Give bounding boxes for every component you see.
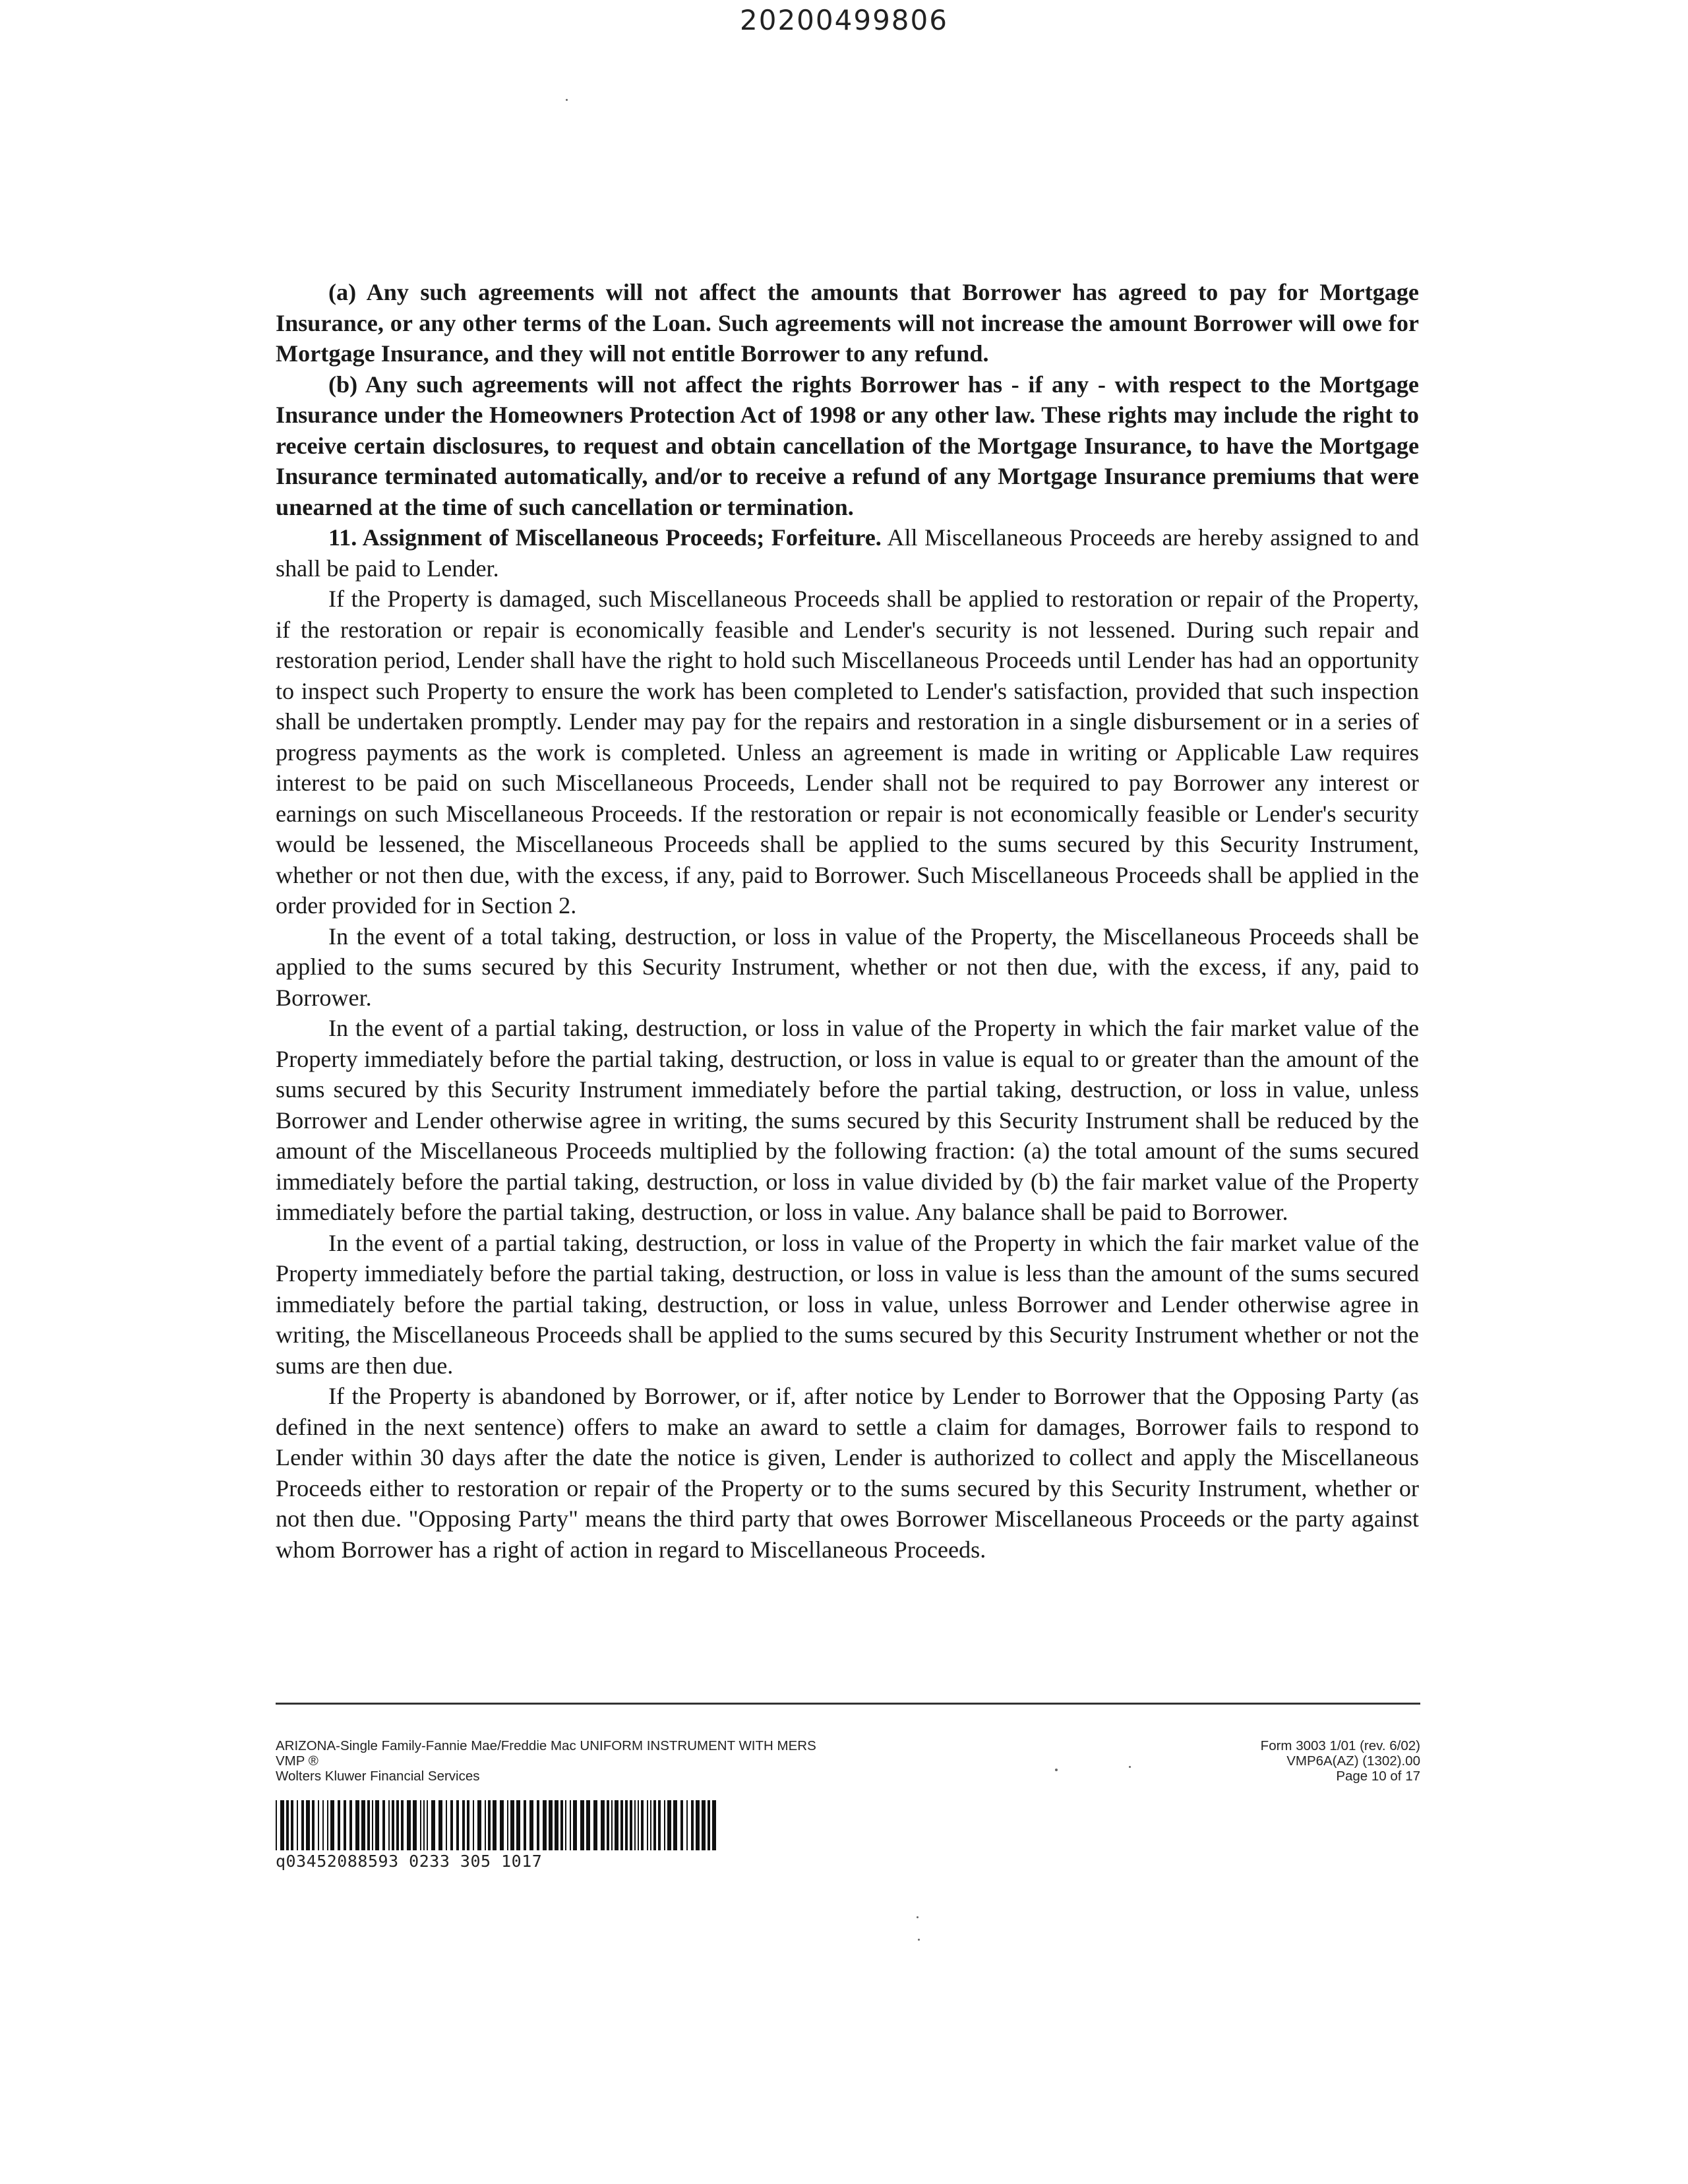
paragraph-b: (b) Any such agreements will not affect the rights Borrower has - if any - with respect to the Mortgage Insurance under the Homeowners Protection Act of 1998 or any other law. These rights may include the right to receive certain disclosures, to request and obtain cancellation of the Mortgage Insurance, to have the Mortgage Insurance terminated automatically, and/or to receive a refund of any Mortgage Insurance premiums that were unearned at the time of such cancellation or termination.	[276, 371, 1419, 520]
barcode-bar	[664, 1800, 665, 1850]
barcode-bar	[691, 1800, 694, 1850]
barcode-bar	[680, 1800, 683, 1850]
barcode-bar	[638, 1800, 639, 1850]
barcode-bar	[570, 1800, 571, 1850]
barcode-bar	[396, 1800, 399, 1850]
scan-speck	[917, 1916, 919, 1918]
barcode-bar	[708, 1800, 710, 1850]
barcode-bar	[280, 1800, 284, 1850]
barcode-bar	[510, 1800, 514, 1850]
paragraph-partial-taking-less: In the event of a partial taking, destruction, or loss in value of the Property in which the fair market value of the Property immediately before the partial taking, destruction, or loss in value is less than the amount of the sums secured immediately before the partial taking, destruction, or loss in value, unless Borrower and Lender otherwise agree in writing, the Miscellaneous Proceeds shall be applied to the sums secured by this Security Instrument whether or not the sums are then due.	[276, 1229, 1419, 1379]
barcode-bar	[658, 1800, 661, 1850]
barcode-bar	[493, 1800, 497, 1850]
section-11-heading: 11. Assignment of Miscellaneous Proceeds; Forfeiture.	[328, 524, 882, 551]
barcode-bar	[456, 1800, 459, 1850]
barcode-bar	[349, 1800, 352, 1850]
barcode-bar	[291, 1800, 293, 1850]
barcode-bar	[276, 1800, 277, 1850]
document-body	[276, 277, 1419, 1565]
footer-form-number	[1025, 1738, 1420, 1784]
barcode-bar	[580, 1800, 584, 1850]
paragraph-total-taking: In the event of a total taking, destruction, or loss in value of the Property, the Miscellaneous Proceeds shall be applied to the sums secured by this Security Instrument, whether or not then due, with the excess, if any, paid to Borrower.	[276, 923, 1419, 1011]
barcode-bar	[322, 1800, 324, 1850]
barcode-bar	[312, 1800, 315, 1850]
barcode-bar	[673, 1800, 677, 1850]
footer-divider	[276, 1703, 1420, 1705]
barcode-bar	[537, 1800, 539, 1850]
footer-publisher: Wolters Kluwer Financial Services	[276, 1769, 480, 1784]
barcode-bar	[446, 1800, 447, 1850]
barcode-number: q03452088593 0233 305 1017	[276, 1852, 543, 1871]
barcode-bar	[327, 1800, 328, 1850]
barcode-bar	[306, 1800, 310, 1850]
barcode-bar	[653, 1800, 656, 1850]
barcode-bar	[338, 1800, 340, 1850]
barcode-bar	[388, 1800, 390, 1850]
paragraph-property-damaged: If the Property is damaged, such Miscellaneous Proceeds shall be applied to restoration or repair of the Property, if the restoration or repair is economically feasible and Lender's security is not lessened. During such repair and restoration period, Lender shall have the right to hold such Miscellaneous Proceeds until Lender has had an opportunity to inspect such Property to ensure the work has been completed to Lender's satisfaction, provided that such inspection shall be undertaken promptly. Lender may pay for the repairs and restoration in a single disbursement or in a series of progress payments as the work is completed. Unless an agreement is made in writing or Applicable Law requires interest to be paid on such Miscellaneous Proceeds, Lender shall not be required to pay Borrower any interest or earnings on such Miscellaneous Proceeds. If the restoration or repair is not economically feasible or Lender's security would be lessened, the Miscellaneous Proceeds shall be applied to the sums secured by this Security Instrument, whether or not then due, with the excess, if any, paid to Borrower. Such Miscellaneous Proceeds shall be applied in the order provided for in Section 2.	[276, 586, 1419, 919]
barcode-bar	[372, 1800, 373, 1850]
barcode-bar	[462, 1800, 465, 1850]
barcode-bar	[423, 1800, 425, 1850]
barcode-bar	[330, 1800, 334, 1850]
barcode-bar	[473, 1800, 474, 1850]
footer-form-info	[276, 1738, 1001, 1784]
barcode-bar	[630, 1800, 632, 1850]
barcode-bar	[647, 1800, 648, 1850]
barcode	[276, 1800, 724, 1850]
barcode-bar	[344, 1800, 346, 1850]
barcode-bar	[686, 1800, 688, 1850]
paragraph-a: (a) Any such agreements will not affect the amounts that Borrower has agreed to pay for Mortgage Insurance, or any other terms of the Loan. Such agreements will not increase the amount Borrower will owe for Mortgage Insurance, and they will not entitle Borrower to any refund.	[276, 279, 1419, 367]
paragraph-property-abandoned: If the Property is abandoned by Borrower, or if, after notice by Lender to Borrower that the Opposing Party (as defined in the next sentence) offers to make an award to settle a claim for damages, Borrower fails to respond to Lender within 30 days after the date the notice is given, Lender is authorized to collect and apply the Miscellaneous Proceeds either to restoration or repair of the Property or to the sums secured by this Security Instrument, whether or not then due. "Opposing Party" means the third party that owes Borrower Miscellaneous Proceeds or the party against whom Borrower has a right of action in regard to Miscellaneous Proceeds.	[276, 1383, 1419, 1563]
barcode-bar	[543, 1800, 547, 1850]
barcode-bar	[477, 1800, 481, 1850]
barcode-bar	[318, 1800, 319, 1850]
barcode-bar	[401, 1800, 404, 1850]
barcode-bar	[620, 1800, 623, 1850]
barcode-bar	[367, 1800, 370, 1850]
barcode-bar	[524, 1800, 526, 1850]
barcode-bar	[413, 1800, 417, 1850]
barcode-bar	[488, 1800, 491, 1850]
barcode-bar	[507, 1800, 508, 1850]
barcode-bar	[286, 1800, 289, 1850]
barcode-bar	[485, 1800, 486, 1850]
barcode-bar	[355, 1800, 359, 1850]
barcode-bar	[301, 1800, 304, 1850]
footer-form-id: Form 3003 1/01 (rev. 6/02)	[1260, 1738, 1420, 1753]
barcode-bar	[375, 1800, 379, 1850]
barcode-bar	[625, 1800, 628, 1850]
barcode-bar	[361, 1800, 365, 1850]
barcode-bar	[611, 1800, 613, 1850]
barcode-bar	[607, 1800, 609, 1850]
barcode-bar	[420, 1800, 421, 1850]
barcode-bar	[712, 1800, 716, 1850]
barcode-bar	[407, 1800, 411, 1850]
scan-speck	[918, 1939, 920, 1941]
barcode-bar	[560, 1800, 563, 1850]
paragraph-partial-taking-greater: In the event of a partial taking, destruction, or loss in value of the Property in which the fair market value of the Property immediately before the partial taking, destruction, or loss in value is equal to or greater than the amount of the sums secured by this Security Instrument immediately before the partial taking, destruction, or loss in value, unless Borrower and Lender otherwise agree in writing, the sums secured by this Security Instrument shall be reduced by the amount of the Miscellaneous Proceeds multiplied by the following fraction: (a) the total amount of the sums secured immediately before the partial taking, destruction, or loss in value divided by (b) the fair market value of the Property immediately before the partial taking, destruction, or loss in value. Any balance shall be paid to Borrower.	[276, 1015, 1419, 1225]
scan-speck	[566, 99, 568, 101]
document-number: 20200499806	[740, 4, 948, 36]
barcode-bar	[641, 1800, 644, 1850]
barcode-bar	[573, 1800, 577, 1850]
barcode-bar	[382, 1800, 385, 1850]
footer-page-number: Page 10 of 17	[1336, 1769, 1420, 1784]
barcode-bar	[500, 1800, 504, 1850]
barcode-bar	[586, 1800, 590, 1850]
barcode-bar	[427, 1800, 428, 1850]
barcode-bar	[297, 1800, 298, 1850]
barcode-bar	[431, 1800, 435, 1850]
barcode-bar	[438, 1800, 442, 1850]
barcode-bar	[601, 1800, 605, 1850]
barcode-bar	[634, 1800, 636, 1850]
barcode-bar	[555, 1800, 558, 1850]
barcode-bar	[667, 1800, 671, 1850]
section-11	[276, 522, 1419, 584]
barcode-bar	[650, 1800, 651, 1850]
barcode-bar	[565, 1800, 566, 1850]
footer-vmp-code: VMP6A(AZ) (1302).00	[1286, 1753, 1420, 1769]
barcode-bar	[549, 1800, 553, 1850]
section-11-text: All Miscellaneous Proceeds are hereby assigned to and shall be paid to Lender.	[276, 524, 1419, 582]
footer-instrument-title: ARIZONA-Single Family-Fannie Mae/Freddie Mac UNIFORM INSTRUMENT WITH MERS	[276, 1738, 816, 1753]
barcode-bar	[702, 1800, 706, 1850]
barcode-bar	[516, 1800, 520, 1850]
barcode-bar	[392, 1800, 394, 1850]
barcode-bar	[450, 1800, 453, 1850]
barcode-bar	[593, 1800, 597, 1850]
barcode-bar	[615, 1800, 618, 1850]
barcode-bar	[696, 1800, 700, 1850]
footer-vmp: VMP ®	[276, 1753, 318, 1769]
barcode-bar	[529, 1800, 533, 1850]
barcode-bar	[467, 1800, 469, 1850]
